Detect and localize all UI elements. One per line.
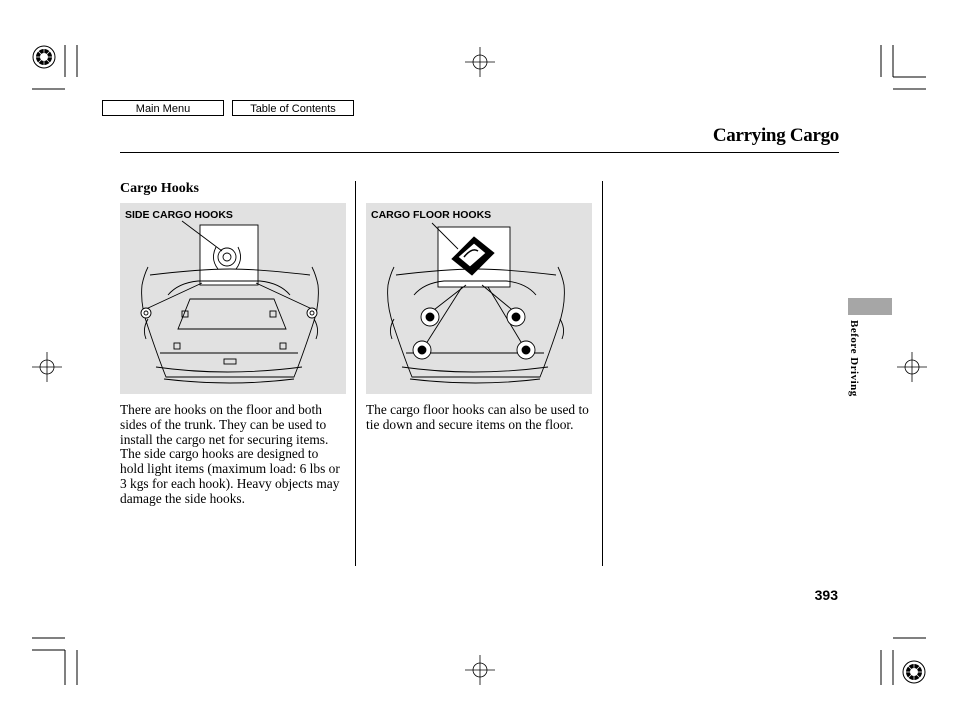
section-heading: Cargo Hooks [120, 181, 199, 196]
registration-target-left [32, 352, 62, 382]
title-rule [120, 152, 839, 153]
figure-label: SIDE CARGO HOOKS [125, 209, 233, 221]
registration-target-top [465, 47, 495, 77]
column-divider-1 [355, 181, 356, 566]
page-number: 393 [814, 587, 838, 603]
body-text-column-2: The cargo floor hooks can also be used to tie down and secure items on the floor. [366, 402, 589, 432]
column-divider-2 [602, 181, 603, 566]
section-side-label: Before Driving [848, 320, 860, 397]
cargo-floor-hooks-figure [366, 203, 592, 394]
trunk-illustration-side-hooks [120, 203, 346, 394]
body-text-column-1: There are hooks on the floor and both sides of the trunk. They can be used to install the cargo net for securing items. The side cargo hooks are designed to hold light items (maximum load: 6 lbs or 3 kgs for each hook). Heavy objects may damage the side hooks. [120, 402, 340, 506]
registration-rosette-bottom-right [902, 660, 926, 684]
registration-target-right [897, 352, 927, 382]
figure-label: CARGO FLOOR HOOKS [371, 209, 492, 221]
trunk-illustration-floor-hooks [366, 203, 592, 394]
side-cargo-hooks-figure [120, 203, 346, 394]
registration-rosette-top-left [32, 45, 56, 69]
page-title: Carrying Cargo [712, 125, 839, 146]
registration-target-bottom [465, 655, 495, 685]
table-of-contents-button[interactable]: Table of Contents [232, 100, 354, 116]
section-side-tab [848, 298, 892, 315]
main-menu-button[interactable]: Main Menu [102, 100, 224, 116]
